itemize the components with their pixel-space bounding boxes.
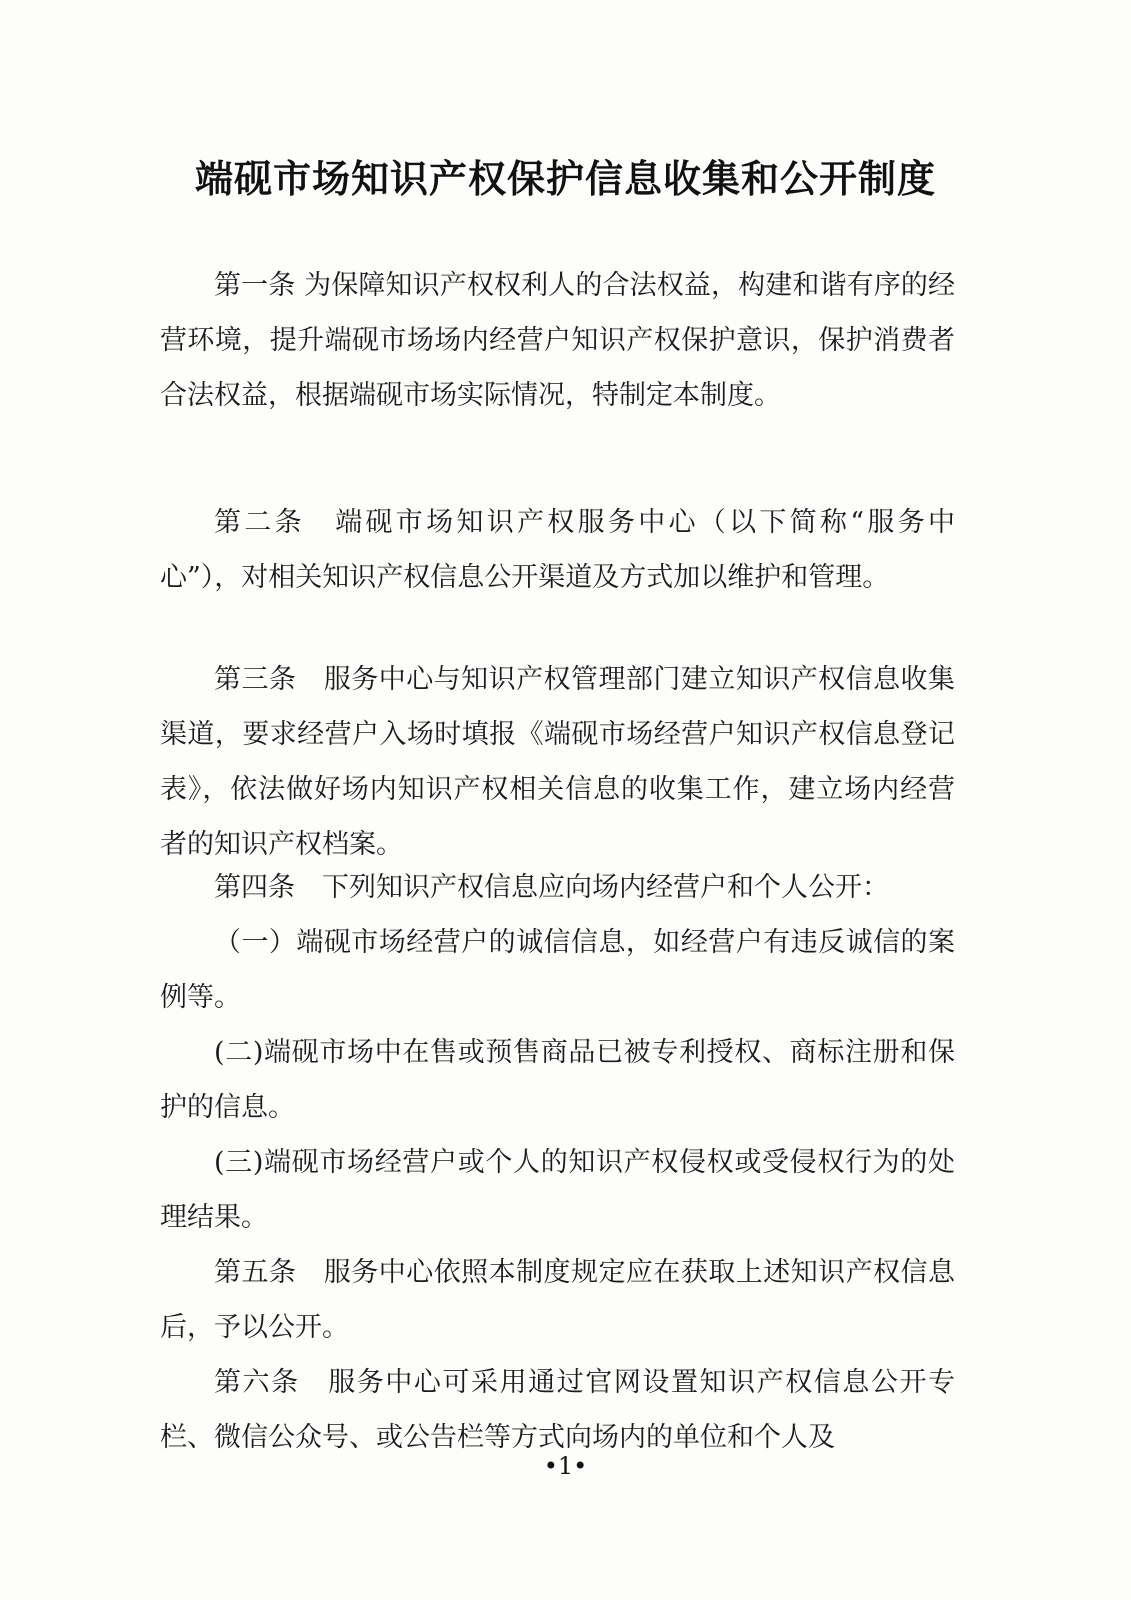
paragraph: (二)端砚市场中在售或预售商品已被专利授权、商标注册和保护的信息。: [160, 1037, 955, 1123]
article-4: [160, 860, 955, 1465]
paragraph: 第三条 服务中心与知识产权管理部门建立知识产权信息收集渠道，要求经营户入场时填报《端砚市场经营户知识产权信息登记表》，依法做好场内知识产权相关信息的收集工作，建立场内经营者的知识产权档案。: [160, 664, 955, 860]
document-title: 端砚市场知识产权保护信息收集和公开制度: [194, 157, 936, 201]
paragraph: 第一条 为保障知识产权权利人的合法权益，构建和谐有序的经营环境，提升端砚市场场内经营户知识产权保护意识，保护消费者合法权益，根据端砚市场实际情况，特制定本制度。: [160, 270, 955, 411]
article-2: [160, 495, 955, 605]
paragraph: 第五条 服务中心依照本制度规定应在获取上述知识产权信息后，予以公开。: [160, 1257, 955, 1343]
page-number: •1•: [543, 1452, 588, 1480]
paragraph: （一）端砚市场经营户的诚信信息，如经营户有违反诚信的案例等。: [160, 927, 955, 1013]
article-3: [160, 652, 955, 872]
paragraph: 第六条 服务中心可采用通过官网设置知识产权信息公开专栏、微信公众号、或公告栏等方式向场内的单位和个人及: [160, 1367, 955, 1453]
paragraph: (三)端砚市场经营户或个人的知识产权侵权或受侵权行为的处理结果。: [160, 1147, 955, 1233]
paragraph: 第二条 端砚市场知识产权服务中心（以下简称“服务中心”），对相关知识产权信息公开渠道及方式加以维护和管理。: [160, 507, 955, 593]
paragraph: 第四条 下列知识产权信息应向场内经营户和个人公开：: [214, 872, 889, 903]
article-1: [160, 258, 955, 423]
